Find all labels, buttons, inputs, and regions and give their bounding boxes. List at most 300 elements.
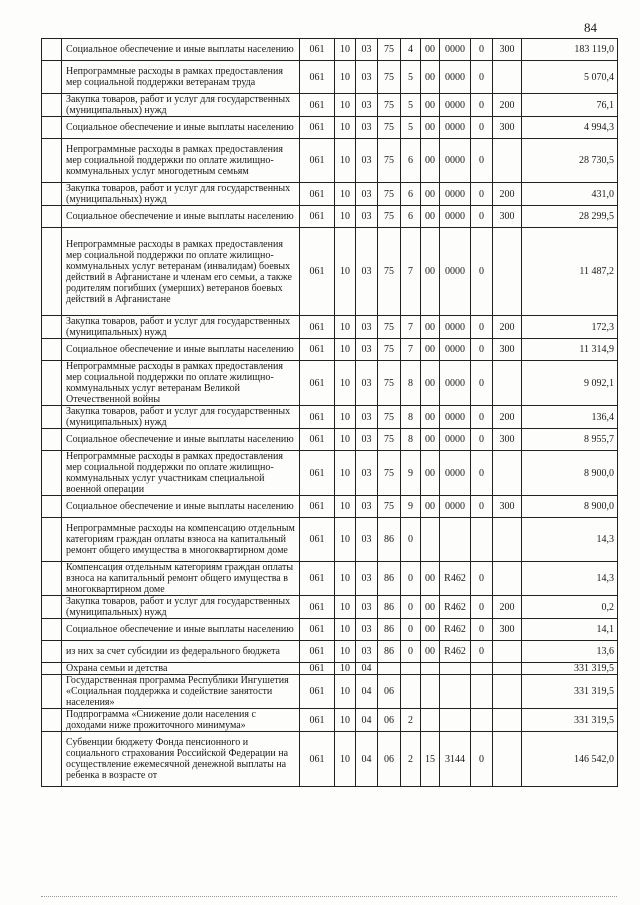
cell-rz: 10 — [335, 451, 356, 496]
cell-c4: 0000 — [440, 206, 471, 228]
cell-c4: R462 — [440, 562, 471, 596]
cell-rz: 10 — [335, 619, 356, 641]
cell-vr — [493, 228, 522, 316]
cell-name: Закупка товаров, работ и услуг для государственных (муниципальных) нужд — [62, 406, 300, 429]
cell-c1: 86 — [378, 562, 401, 596]
cell-pr: 03 — [356, 94, 378, 117]
cell-c1: 86 — [378, 518, 401, 562]
table-row — [42, 39, 618, 61]
cell-vr — [493, 61, 522, 94]
table-row — [42, 339, 618, 361]
cell-idx — [42, 139, 62, 183]
cell-sum: 28 730,5 — [522, 139, 618, 183]
cell-c3: 00 — [421, 316, 440, 339]
cell-ved: 061 — [300, 518, 335, 562]
cell-rz: 10 — [335, 228, 356, 316]
cell-sum: 9 092,1 — [522, 361, 618, 406]
cell-name: Закупка товаров, работ и услуг для государственных (муниципальных) нужд — [62, 596, 300, 619]
cell-name: Социальное обеспечение и иные выплаты населению — [62, 339, 300, 361]
cell-sum: 14,3 — [522, 562, 618, 596]
page-number: 84 — [584, 20, 597, 35]
cell-pr: 03 — [356, 641, 378, 663]
cell-pr: 03 — [356, 496, 378, 518]
cell-c2: 6 — [401, 206, 421, 228]
cell-pr: 03 — [356, 429, 378, 451]
cell-name: из них за счет субсидии из федерального бюджета — [62, 641, 300, 663]
cell-sum: 136,4 — [522, 406, 618, 429]
cell-rz: 10 — [335, 675, 356, 709]
cell-name: Социальное обеспечение и иные выплаты населению — [62, 117, 300, 139]
cell-vr — [493, 451, 522, 496]
cell-rz: 10 — [335, 206, 356, 228]
cell-c3: 00 — [421, 139, 440, 183]
cell-sum: 11 314,9 — [522, 339, 618, 361]
cell-c5: 0 — [471, 228, 493, 316]
cell-sum: 14,1 — [522, 619, 618, 641]
cell-ved: 061 — [300, 206, 335, 228]
cell-vr: 200 — [493, 596, 522, 619]
cell-c2: 8 — [401, 361, 421, 406]
cell-ved: 061 — [300, 496, 335, 518]
cell-c2: 8 — [401, 406, 421, 429]
cell-idx — [42, 361, 62, 406]
cell-c5 — [471, 663, 493, 675]
cell-sum: 8 900,0 — [522, 451, 618, 496]
cell-c3: 00 — [421, 61, 440, 94]
cell-sum: 76,1 — [522, 94, 618, 117]
cell-c4: 0000 — [440, 361, 471, 406]
table-row — [42, 228, 618, 316]
cell-sum: 8 955,7 — [522, 429, 618, 451]
cell-name: Компенсация отдельным категориям граждан оплаты взноса на капитальный ремонт общего имущества в многоквартирном доме — [62, 562, 300, 596]
cell-c4: R462 — [440, 596, 471, 619]
cell-name: Непрограммные расходы в рамках предоставления мер социальной поддержки по оплате жилищно-коммунальных услуг участникам специальной военной операции — [62, 451, 300, 496]
cell-c3: 15 — [421, 732, 440, 787]
cell-sum: 331 319,5 — [522, 675, 618, 709]
cell-name: Охрана семьи и детства — [62, 663, 300, 675]
cell-c3: 00 — [421, 406, 440, 429]
cell-c2: 0 — [401, 619, 421, 641]
cell-c4: 0000 — [440, 94, 471, 117]
cell-ved: 061 — [300, 228, 335, 316]
cell-c4: 0000 — [440, 61, 471, 94]
table-row — [42, 518, 618, 562]
cell-c5: 0 — [471, 39, 493, 61]
cell-pr: 03 — [356, 39, 378, 61]
cell-ved: 061 — [300, 641, 335, 663]
cell-idx — [42, 596, 62, 619]
cell-c4: 0000 — [440, 183, 471, 206]
cell-sum: 146 542,0 — [522, 732, 618, 787]
cell-c5: 0 — [471, 451, 493, 496]
cell-vr — [493, 709, 522, 732]
cell-ved: 061 — [300, 675, 335, 709]
cell-rz: 10 — [335, 596, 356, 619]
table-row — [42, 709, 618, 732]
cell-c5: 0 — [471, 316, 493, 339]
cell-c3: 00 — [421, 596, 440, 619]
cell-c1: 86 — [378, 641, 401, 663]
cell-vr: 300 — [493, 39, 522, 61]
cell-c1: 75 — [378, 339, 401, 361]
cell-pr: 03 — [356, 406, 378, 429]
cell-c2: 0 — [401, 641, 421, 663]
cell-c1: 75 — [378, 228, 401, 316]
cell-sum: 11 487,2 — [522, 228, 618, 316]
cell-sum: 4 994,3 — [522, 117, 618, 139]
cell-c4: 3144 — [440, 732, 471, 787]
table-row — [42, 496, 618, 518]
cell-pr: 03 — [356, 228, 378, 316]
cell-idx — [42, 675, 62, 709]
cell-rz: 10 — [335, 641, 356, 663]
cell-c4 — [440, 518, 471, 562]
cell-vr: 200 — [493, 316, 522, 339]
cell-c1: 06 — [378, 675, 401, 709]
cell-c5: 0 — [471, 206, 493, 228]
cell-c2: 9 — [401, 496, 421, 518]
cell-c1: 75 — [378, 183, 401, 206]
cell-c4: 0000 — [440, 406, 471, 429]
cell-pr: 03 — [356, 451, 378, 496]
cell-ved: 061 — [300, 61, 335, 94]
cell-c2: 0 — [401, 518, 421, 562]
cell-c3: 00 — [421, 361, 440, 406]
cell-name: Субвенции бюджету Фонда пенсионного и социального страхования Российской Федерации на осуществление ежемесячной денежной выплаты на ребенка в возрасте от — [62, 732, 300, 787]
cell-c2: 7 — [401, 316, 421, 339]
budget-table — [41, 38, 618, 787]
cell-rz: 10 — [335, 361, 356, 406]
cell-c4: 0000 — [440, 228, 471, 316]
cell-c1: 75 — [378, 117, 401, 139]
cell-idx — [42, 451, 62, 496]
cell-pr: 03 — [356, 339, 378, 361]
cell-name: Непрограммные расходы в рамках предоставления мер социальной поддержки по оплате жилищно-коммунальных услуг многодетным семьям — [62, 139, 300, 183]
cell-pr: 03 — [356, 206, 378, 228]
cell-c4: R462 — [440, 619, 471, 641]
cell-c5: 0 — [471, 139, 493, 183]
cell-c1: 75 — [378, 451, 401, 496]
table-row — [42, 61, 618, 94]
cell-c4 — [440, 675, 471, 709]
table-row — [42, 206, 618, 228]
cell-idx — [42, 39, 62, 61]
cell-c1: 86 — [378, 619, 401, 641]
table-row — [42, 732, 618, 787]
cell-rz: 10 — [335, 339, 356, 361]
cell-c4 — [440, 709, 471, 732]
cell-c2: 7 — [401, 228, 421, 316]
cell-rz: 10 — [335, 732, 356, 787]
cell-pr: 03 — [356, 361, 378, 406]
cell-idx — [42, 709, 62, 732]
cell-name: Непрограммные расходы в рамках предоставления мер социальной поддержки по оплате жилищно-коммунальных услуг ветеранам (инвалидам) боевых действий в Афганистане и членам его семьи, а также родителям погибших (умерших) ветеранов боевых действий в Афганистане — [62, 228, 300, 316]
cell-c3: 00 — [421, 228, 440, 316]
table-row — [42, 641, 618, 663]
cell-rz: 10 — [335, 709, 356, 732]
cell-c4: R462 — [440, 641, 471, 663]
cell-c1: 75 — [378, 139, 401, 183]
cell-name: Непрограммные расходы в рамках предоставления мер социальной поддержки по оплате жилищно-коммунальных услуг ветеранам Великой Отечественной войны — [62, 361, 300, 406]
cell-c1: 75 — [378, 61, 401, 94]
cell-idx — [42, 663, 62, 675]
cell-vr — [493, 361, 522, 406]
cell-name: Закупка товаров, работ и услуг для государственных (муниципальных) нужд — [62, 94, 300, 117]
cell-c2: 2 — [401, 709, 421, 732]
cell-c5: 0 — [471, 339, 493, 361]
cell-ved: 061 — [300, 316, 335, 339]
cell-c3: 00 — [421, 429, 440, 451]
cell-sum: 14,3 — [522, 518, 618, 562]
cell-vr — [493, 139, 522, 183]
cell-pr: 04 — [356, 732, 378, 787]
cell-c4: 0000 — [440, 429, 471, 451]
cell-c4: 0000 — [440, 117, 471, 139]
table-row — [42, 117, 618, 139]
cell-c5: 0 — [471, 361, 493, 406]
cell-c2 — [401, 663, 421, 675]
cell-vr — [493, 641, 522, 663]
table-row — [42, 619, 618, 641]
cell-idx — [42, 61, 62, 94]
cell-ved: 061 — [300, 183, 335, 206]
cell-c3: 00 — [421, 39, 440, 61]
cell-vr: 300 — [493, 429, 522, 451]
cell-c1: 75 — [378, 94, 401, 117]
cell-c5: 0 — [471, 496, 493, 518]
cell-c2: 7 — [401, 339, 421, 361]
cell-idx — [42, 429, 62, 451]
cell-ved: 061 — [300, 596, 335, 619]
cell-sum: 8 900,0 — [522, 496, 618, 518]
cell-name: Социальное обеспечение и иные выплаты населению — [62, 619, 300, 641]
cell-sum: 331 319,5 — [522, 709, 618, 732]
cell-ved: 061 — [300, 117, 335, 139]
cell-ved: 061 — [300, 39, 335, 61]
cell-pr: 03 — [356, 596, 378, 619]
cell-ved: 061 — [300, 451, 335, 496]
table-row — [42, 675, 618, 709]
cell-idx — [42, 206, 62, 228]
cell-pr: 03 — [356, 619, 378, 641]
cell-c2: 8 — [401, 429, 421, 451]
cell-ved: 061 — [300, 709, 335, 732]
cell-c2: 4 — [401, 39, 421, 61]
table-row — [42, 94, 618, 117]
cell-vr: 300 — [493, 339, 522, 361]
cell-c2: 5 — [401, 61, 421, 94]
cell-name: Непрограммные расходы в рамках предоставления мер социальной поддержки ветеранам труда — [62, 61, 300, 94]
cell-idx — [42, 562, 62, 596]
table-row — [42, 451, 618, 496]
cell-c5: 0 — [471, 117, 493, 139]
cell-idx — [42, 117, 62, 139]
cell-pr: 04 — [356, 675, 378, 709]
cell-c4: 0000 — [440, 451, 471, 496]
cell-c1: 06 — [378, 732, 401, 787]
cell-c4: 0000 — [440, 316, 471, 339]
table-row — [42, 596, 618, 619]
cell-c4 — [440, 663, 471, 675]
cell-c3: 00 — [421, 183, 440, 206]
cell-ved: 061 — [300, 406, 335, 429]
cell-rz: 10 — [335, 61, 356, 94]
table-row — [42, 316, 618, 339]
cell-name: Социальное обеспечение и иные выплаты населению — [62, 39, 300, 61]
cell-ved: 061 — [300, 339, 335, 361]
cell-ved: 061 — [300, 732, 335, 787]
cell-vr: 200 — [493, 94, 522, 117]
cell-rz: 10 — [335, 496, 356, 518]
table-row — [42, 139, 618, 183]
cell-rz: 10 — [335, 429, 356, 451]
cell-c5: 0 — [471, 406, 493, 429]
cell-idx — [42, 183, 62, 206]
cell-rz: 10 — [335, 316, 356, 339]
table-row — [42, 406, 618, 429]
cell-c5 — [471, 675, 493, 709]
cell-rz: 10 — [335, 406, 356, 429]
cell-c3: 00 — [421, 206, 440, 228]
cell-ved: 061 — [300, 429, 335, 451]
cell-sum: 5 070,4 — [522, 61, 618, 94]
cell-name: Социальное обеспечение и иные выплаты населению — [62, 206, 300, 228]
cell-rz: 10 — [335, 663, 356, 675]
cell-pr: 04 — [356, 709, 378, 732]
cell-pr: 03 — [356, 139, 378, 183]
cell-vr — [493, 675, 522, 709]
cell-pr: 03 — [356, 183, 378, 206]
cell-c1: 75 — [378, 316, 401, 339]
cell-c5: 0 — [471, 732, 493, 787]
cell-c3: 00 — [421, 117, 440, 139]
cell-c5: 0 — [471, 641, 493, 663]
cell-c5: 0 — [471, 619, 493, 641]
cell-c3 — [421, 663, 440, 675]
cell-c4: 0000 — [440, 139, 471, 183]
cell-idx — [42, 496, 62, 518]
cell-vr: 300 — [493, 496, 522, 518]
cell-c5 — [471, 518, 493, 562]
cell-c2: 9 — [401, 451, 421, 496]
cell-c1: 06 — [378, 709, 401, 732]
cell-c3: 00 — [421, 619, 440, 641]
cell-name: Закупка товаров, работ и услуг для государственных (муниципальных) нужд — [62, 316, 300, 339]
cell-c5: 0 — [471, 562, 493, 596]
cell-sum: 183 119,0 — [522, 39, 618, 61]
cell-vr — [493, 518, 522, 562]
table-row — [42, 429, 618, 451]
cell-idx — [42, 339, 62, 361]
cell-sum: 13,6 — [522, 641, 618, 663]
cell-pr: 03 — [356, 316, 378, 339]
table-row — [42, 361, 618, 406]
cell-c4: 0000 — [440, 339, 471, 361]
cell-c3 — [421, 675, 440, 709]
cell-c2: 0 — [401, 596, 421, 619]
cell-c2 — [401, 675, 421, 709]
cell-c1: 75 — [378, 406, 401, 429]
cell-c1: 75 — [378, 429, 401, 451]
cell-c4: 0000 — [440, 39, 471, 61]
cell-c5: 0 — [471, 429, 493, 451]
cell-sum: 431,0 — [522, 183, 618, 206]
cell-vr — [493, 732, 522, 787]
cell-c3: 00 — [421, 94, 440, 117]
cell-sum: 28 299,5 — [522, 206, 618, 228]
cell-c5: 0 — [471, 596, 493, 619]
cell-ved: 061 — [300, 663, 335, 675]
cell-ved: 061 — [300, 619, 335, 641]
cell-rz: 10 — [335, 562, 356, 596]
cell-c1 — [378, 663, 401, 675]
table-row — [42, 663, 618, 675]
cell-c2: 2 — [401, 732, 421, 787]
cell-pr: 03 — [356, 61, 378, 94]
cell-c5 — [471, 709, 493, 732]
cell-c2: 0 — [401, 562, 421, 596]
cell-idx — [42, 619, 62, 641]
cell-c3: 00 — [421, 641, 440, 663]
cell-c3: 00 — [421, 562, 440, 596]
cell-idx — [42, 406, 62, 429]
cell-pr: 03 — [356, 117, 378, 139]
cell-c1: 75 — [378, 361, 401, 406]
cell-rz: 10 — [335, 117, 356, 139]
cell-vr: 300 — [493, 619, 522, 641]
cell-c3 — [421, 709, 440, 732]
cell-vr: 300 — [493, 117, 522, 139]
cell-ved: 061 — [300, 139, 335, 183]
cell-vr — [493, 562, 522, 596]
cell-c5: 0 — [471, 183, 493, 206]
cell-c1: 75 — [378, 206, 401, 228]
cell-c1: 75 — [378, 39, 401, 61]
cell-idx — [42, 732, 62, 787]
cell-c4: 0000 — [440, 496, 471, 518]
cell-idx — [42, 641, 62, 663]
cell-c2: 5 — [401, 94, 421, 117]
cell-name: Непрограммные расходы на компенсацию отдельным категориям граждан оплаты взноса на капитальный ремонт общего имущества в многоквартирном доме — [62, 518, 300, 562]
cell-name: Государственная программа Республики Ингушетия «Социальная поддержка и содействие занятости населения» — [62, 675, 300, 709]
table-body — [42, 39, 618, 787]
cell-rz: 10 — [335, 39, 356, 61]
cell-c2: 5 — [401, 117, 421, 139]
cell-idx — [42, 94, 62, 117]
cell-c2: 6 — [401, 139, 421, 183]
table-row — [42, 562, 618, 596]
cell-idx — [42, 228, 62, 316]
cell-rz: 10 — [335, 94, 356, 117]
cell-vr: 200 — [493, 406, 522, 429]
cell-rz: 10 — [335, 183, 356, 206]
cell-c5: 0 — [471, 61, 493, 94]
cell-pr: 03 — [356, 518, 378, 562]
cell-sum: 331 319,5 — [522, 663, 618, 675]
cell-rz: 10 — [335, 139, 356, 183]
table-row — [42, 183, 618, 206]
cell-c1: 75 — [378, 496, 401, 518]
cell-name: Социальное обеспечение и иные выплаты населению — [62, 496, 300, 518]
cell-ved: 061 — [300, 361, 335, 406]
cell-vr — [493, 663, 522, 675]
cell-vr: 200 — [493, 183, 522, 206]
cell-idx — [42, 316, 62, 339]
cell-c5: 0 — [471, 94, 493, 117]
page-bottom-edge — [41, 896, 617, 897]
cell-c1: 86 — [378, 596, 401, 619]
cell-sum: 0,2 — [522, 596, 618, 619]
